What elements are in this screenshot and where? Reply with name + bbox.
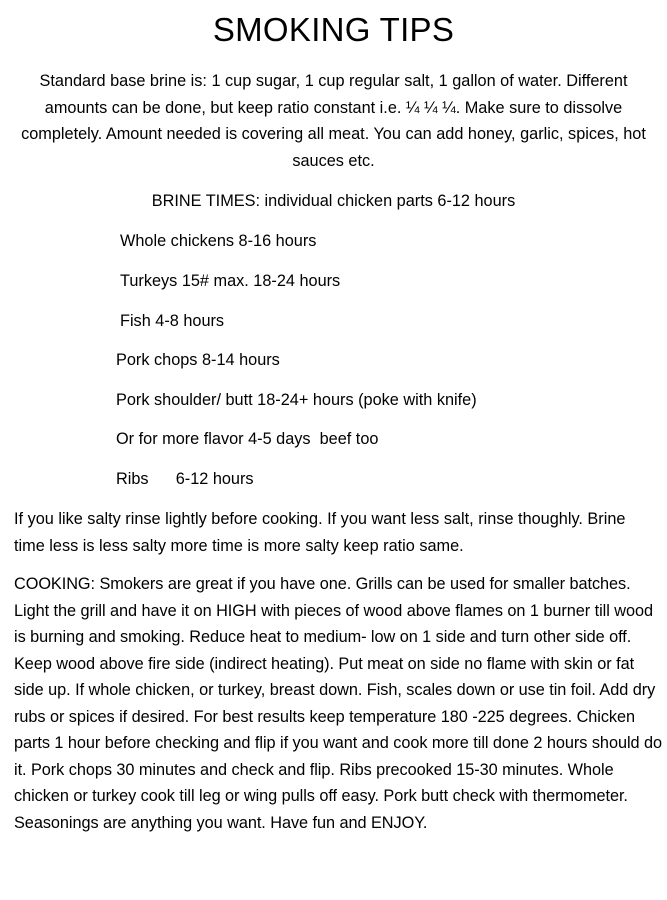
brine-item-whole-chickens: Whole chickens 8-16 hours	[120, 232, 317, 250]
brine-item-more-flavor: Or for more flavor 4-5 days beef too	[116, 430, 379, 448]
cooking-paragraph: COOKING: Smokers are great if you have one. Grills can be used for smaller batches. Light the grill and have it on HIGH with pieces of wood above flames on 1 burner till wood is burning and smoking. Reduce heat to medium- low on 1 side and turn other side off. Keep wood above fire side (indirect heating). Put meat on side no flame with skin or fat side up. If whole chicken, or turkey, breast down. Fish, scales down or use tin foil. Add dry rubs or spices if desired. For best results keep temperature 180 -225 degrees. Chicken parts 1 hour before checking and flip if you want and cook more till done 2 hours should do it. Pork chops 30 minutes and check and flip. Ribs precooked 15-30 minutes. Whole chicken or turkey cook till leg or wing pulls off easy. Pork butt check with thermometer. Seasonings are anything you want. Have fun and ENJOY.	[14, 575, 663, 832]
brine-intro-paragraph: Standard base brine is: 1 cup sugar, 1 cup regular salt, 1 gallon of water. Different amounts can be done, but keep ratio constant i.e. ¼ ¼ ¼. Make sure to dissolve completely. Amount needed is covering all meat. You can add honey, garlic, spices, hot sauces etc.	[21, 72, 646, 170]
brine-item-fish: Fish 4-8 hours	[120, 312, 225, 330]
brine-item-pork-chops: Pork chops 8-14 hours	[116, 351, 280, 369]
brine-item-pork-shoulder: Pork shoulder/ butt 18-24+ hours (poke with knife)	[116, 391, 477, 409]
brine-item-turkeys: Turkeys 15# max. 18-24 hours	[120, 272, 341, 290]
brine-item-ribs: Ribs 6-12 hours	[116, 470, 254, 488]
brine-times-heading: BRINE TIMES: individual chicken parts 6-12 hours	[151, 192, 516, 210]
salty-note-paragraph: If you like salty rinse lightly before cooking. If you want less salt, rinse thoughly. Brine time less is less salty more time is more salty keep ratio same.	[14, 510, 626, 555]
page-title: SMOKING TIPS	[212, 11, 455, 48]
